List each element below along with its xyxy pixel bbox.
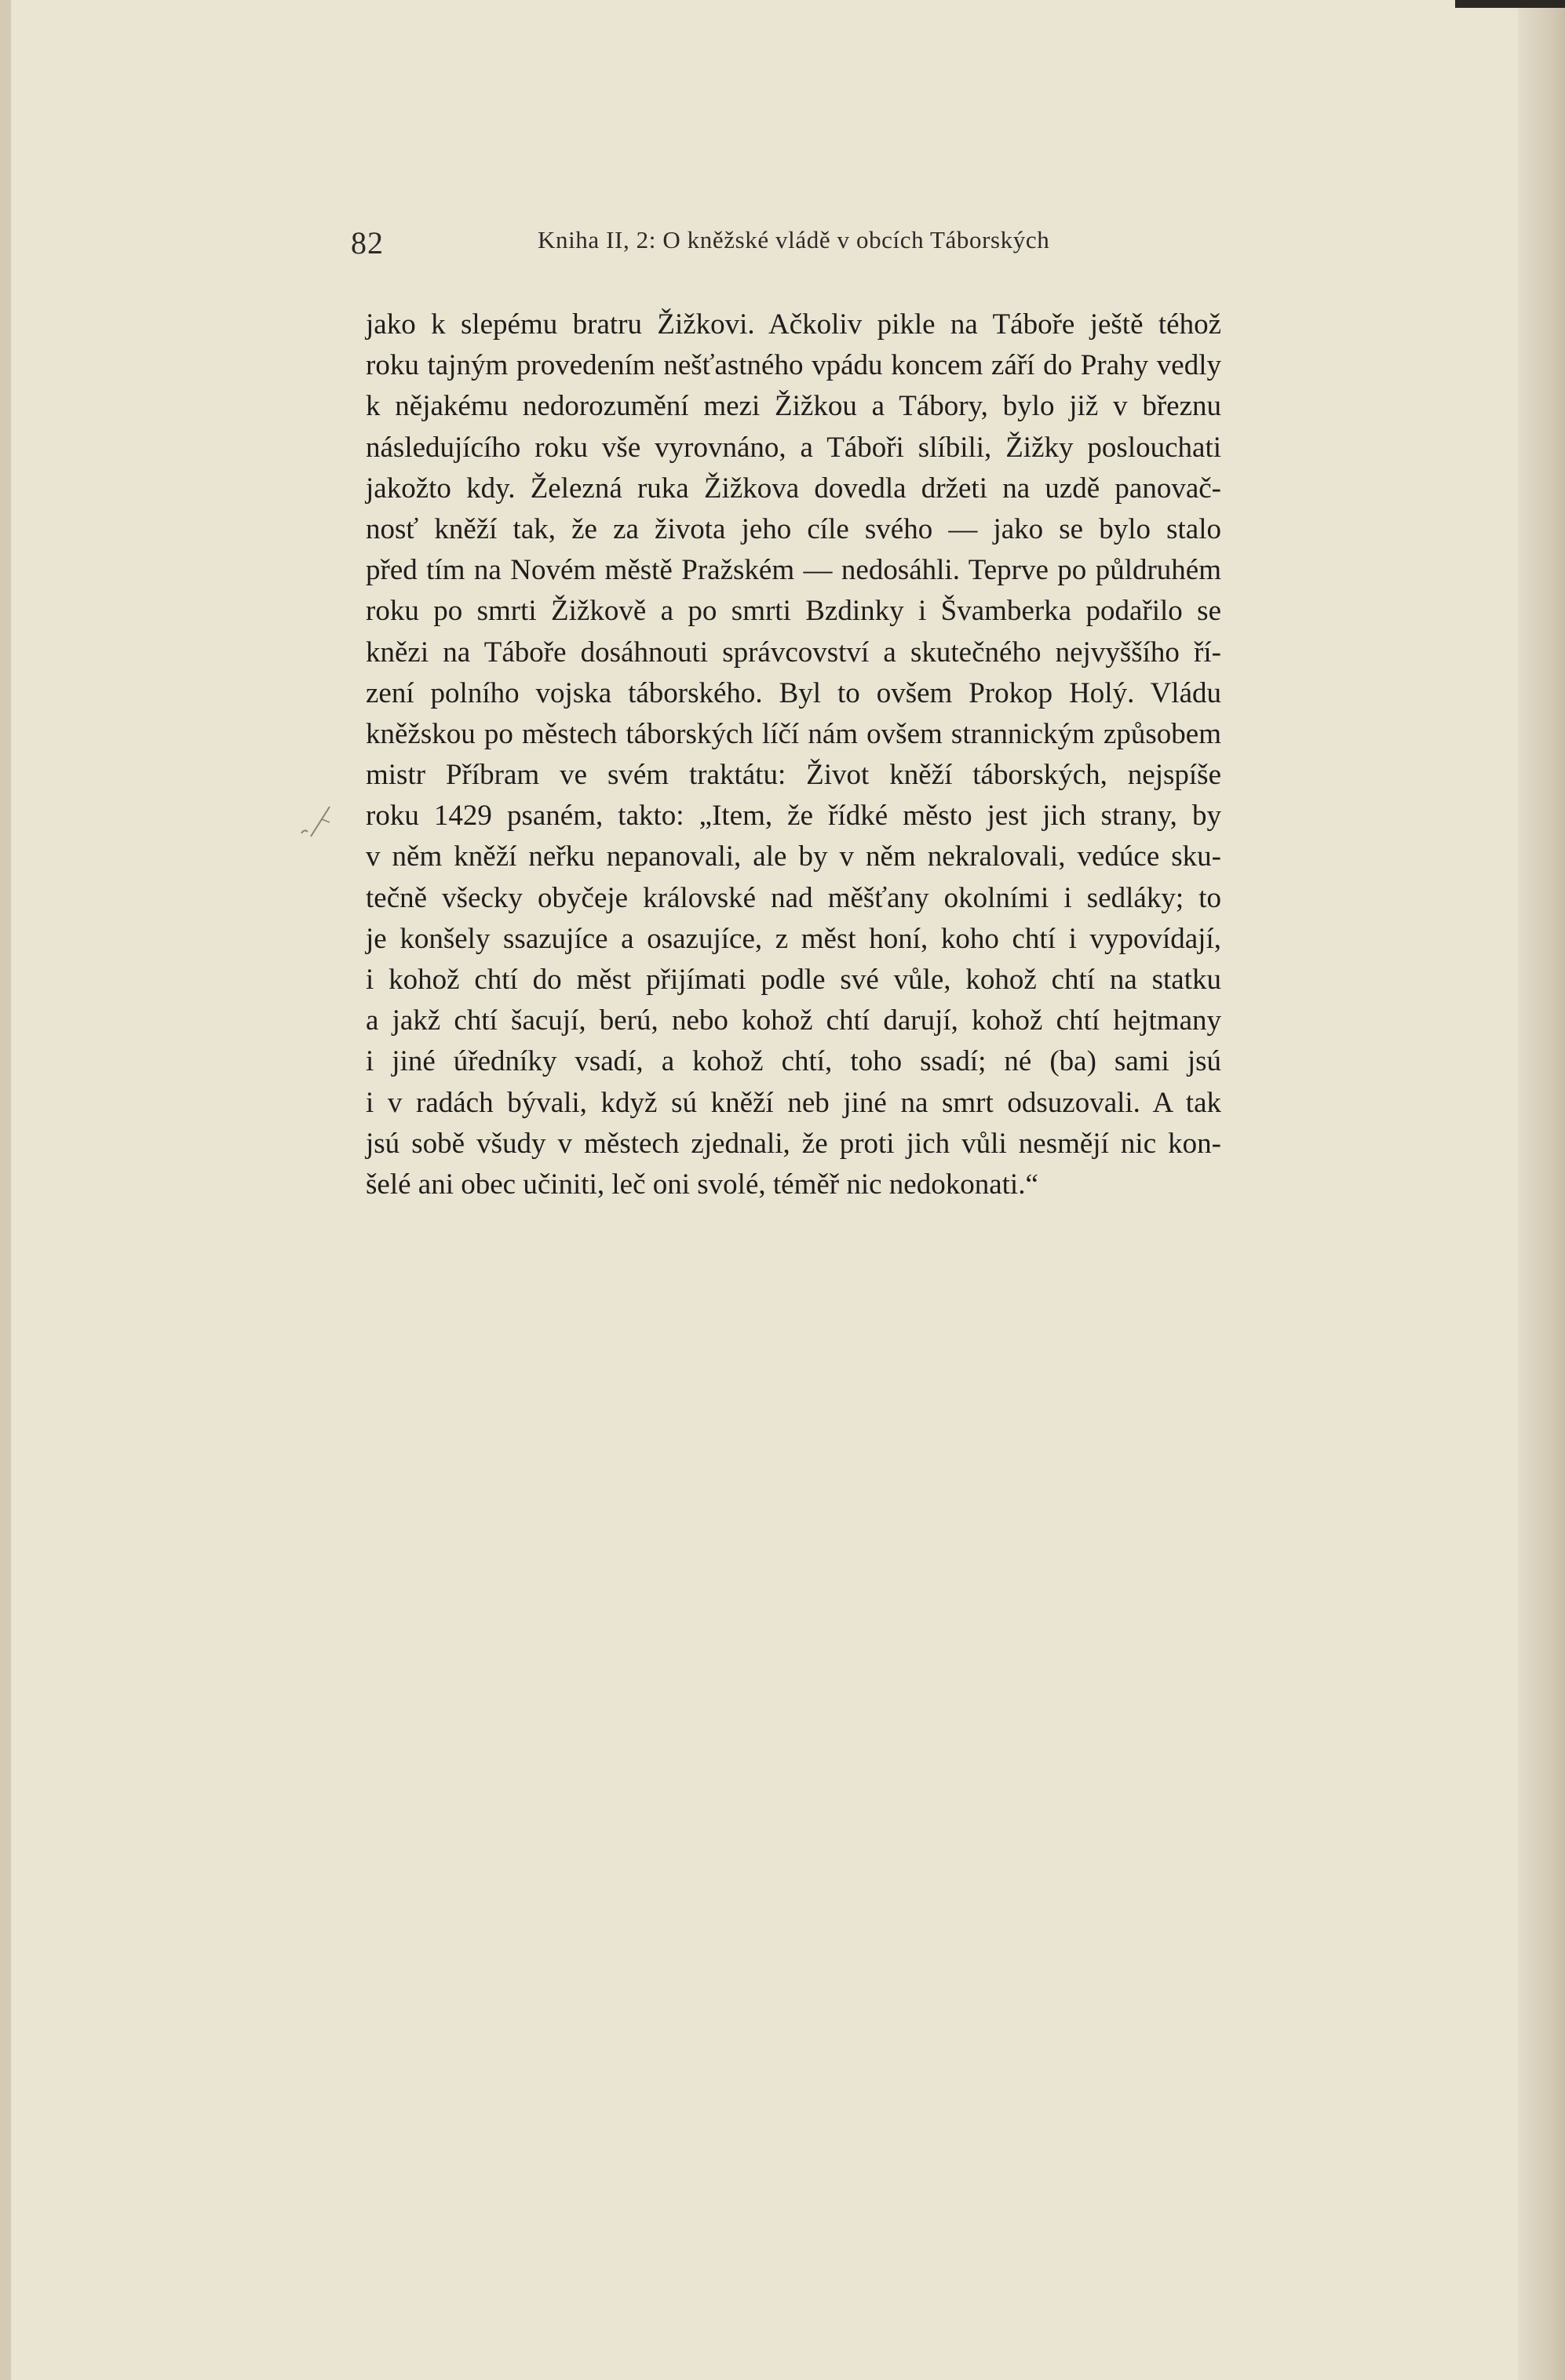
text-line: jakožto kdy. Železná ruka Žižkova dovedla držeti na uzdě panovač- <box>366 472 1221 505</box>
running-head: Kniha II, 2: O kněžské vládě v obcích Táborských <box>538 226 1050 253</box>
text-line: i jiné úředníky vsadí, a kohož chtí, toho ssadí; né (ba) sami jsú <box>366 1045 1221 1078</box>
body-text <box>366 304 1221 1205</box>
text-line: roku 1429 psaném, takto: „Item, že řídké město jest jich strany, by <box>366 800 1221 833</box>
text-line: a jakž chtí šacují, berú, nebo kohož chtí darují, kohož chtí hejtmany <box>366 1004 1221 1037</box>
text-line: šelé ani obec učiniti, leč oni svolé, téměř nic nedokonati.“ <box>366 1168 1038 1201</box>
text-line: následujícího roku vše vyrovnáno, a Tábořі slíbili, Žižky poslouchati <box>366 431 1221 464</box>
text-line: k nějakému nedorozumění mezi Žižkou a Tábory, bylo již v březnu <box>366 390 1221 423</box>
text-line: roku po smrti Žižkově a po smrti Bzdinky i Švamberka podařilo se <box>366 595 1221 628</box>
text-line: před tím na Novém městě Pražském — nedosáhli. Teprve po půldruhém <box>366 554 1221 587</box>
text-line: i v radách bývali, když sú kněží neb jiné na smrt odsuzovali. A tak <box>366 1086 1221 1119</box>
text-line: tečně všecky obyčeje královské nad měšťany okolními i sedláky; to <box>366 881 1221 914</box>
page-number: 82 <box>351 225 384 261</box>
text-line: mistr Příbram ve svém traktátu: Život kněží táborských, nejspíše <box>366 759 1221 792</box>
text-line: nosť kněží tak, že za života jeho cíle svého — jako se bylo stalo <box>366 512 1221 545</box>
text-line: jsú sobě všudy v městech zjednali, že proti jich vůli nesmějí nic kon- <box>366 1127 1221 1160</box>
page-edge-shadow <box>1518 0 1565 2380</box>
pencil-margin-mark-icon <box>298 802 339 840</box>
scan-edge-strip <box>1455 0 1565 8</box>
page-header <box>351 221 1222 261</box>
text-line: kněžskou po městech táborských líčí nám ovšem strannickým způsobem <box>366 717 1221 750</box>
text-line: roku tajným provedením nešťastného vpádu koncem září do Prahy vedly <box>366 349 1221 382</box>
text-line: v něm kněží neřku nepanovali, ale by v něm nekralovali, vedúce sku- <box>366 840 1221 873</box>
text-line: i kohož chtí do měst přijímati podle své vůle, kohož chtí na statku <box>366 964 1221 996</box>
text-line: jako k slepému bratru Žižkovi. Ačkoliv pikle na Táboře ještě téhož <box>366 308 1221 341</box>
text-line: zení polního vojska táborského. Byl to ovšem Prokop Holý. Vládu <box>366 676 1221 709</box>
text-line: knězi na Táboře dosáhnouti správcovství a skutečného nejvyššího ří- <box>366 636 1221 669</box>
text-line: je konšely ssazujíce a osazujíce, z měst honí, koho chtí i vypovídají, <box>366 922 1221 955</box>
